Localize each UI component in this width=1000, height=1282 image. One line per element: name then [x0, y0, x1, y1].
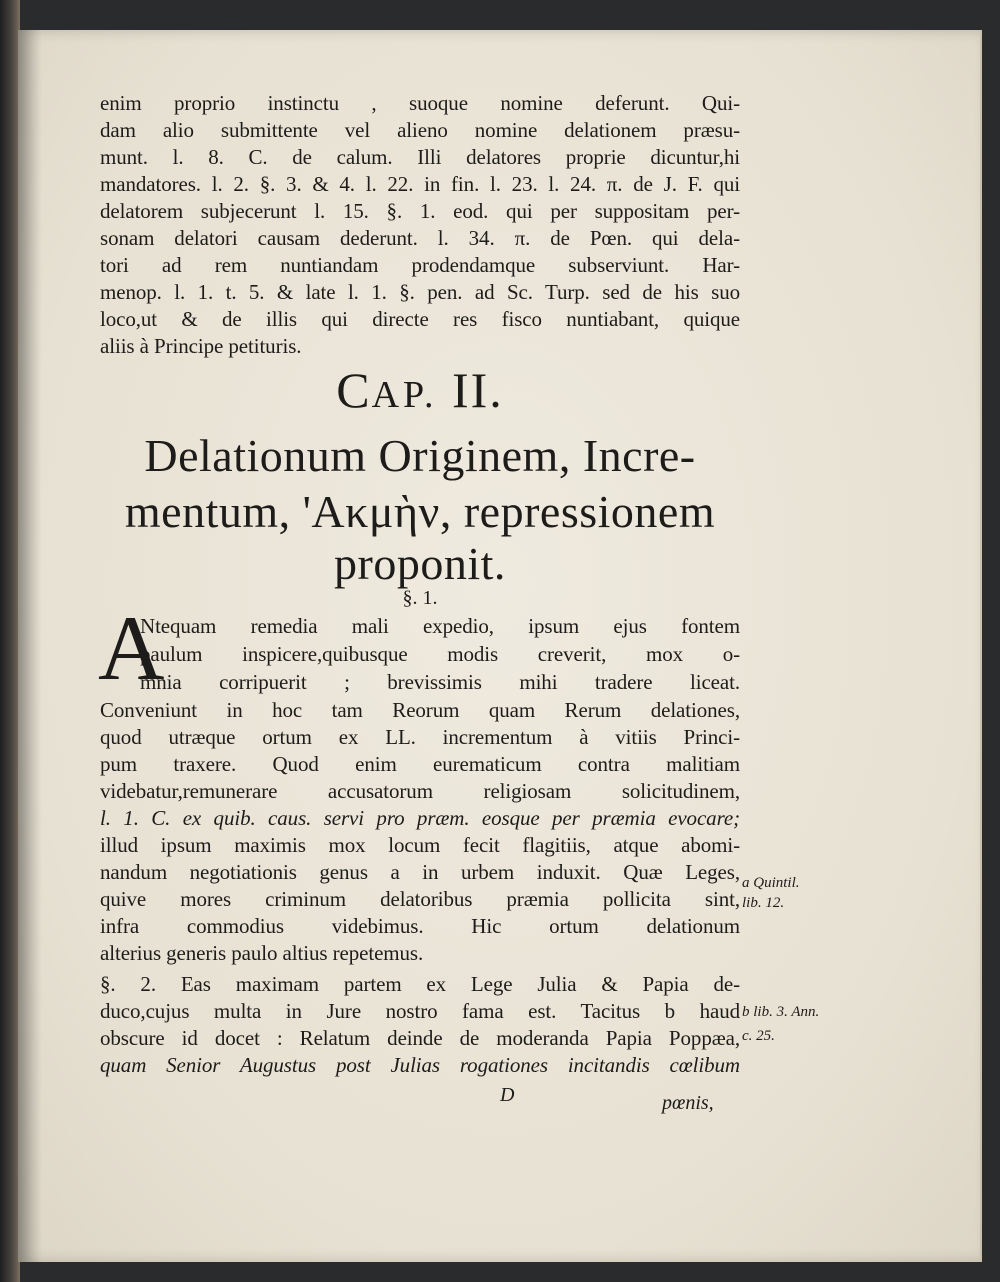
text-line: illud ipsum maximis mox locum fecit flagitiis, atque abomi- [100, 833, 740, 857]
text-line: nandum negotiationis genus a in urbem induxit. Quæ Leges, [100, 860, 740, 884]
text-line: dam alio submittente vel alieno nomine delationem præsu- [100, 118, 740, 142]
text-line: menop. l. 1. t. 5. & late l. 1. §. pen. ad Sc. Turp. sed de his suo [100, 280, 740, 304]
text-line: loco,ut & de illis qui directe res fisco nuntiabant, quique [100, 307, 740, 331]
text-line: duco,cujus multa in Jure nostro fama est. Tacitus b haud [100, 999, 740, 1023]
text-line: alterius generis paulo altius repetemus. [100, 941, 424, 965]
text-line: quod utræque ortum ex LL. incrementum à vitiis Princi- [100, 725, 740, 749]
gutter-shadow [18, 30, 42, 1262]
text-line: obscure id docet : Relatum deinde de moderanda Papia Poppæa, [100, 1026, 740, 1050]
catchword: pœnis, [662, 1092, 714, 1114]
margin-note-a: a Quintil. [742, 875, 800, 891]
cap-initial: C [336, 362, 372, 418]
text-line: mnia corripuerit ; brevissimis mihi tradere liceat. [140, 670, 740, 694]
chapter-heading [100, 360, 740, 425]
text-line: quam Senior Augustus post Julias rogationes incitandis cœlibum [100, 1053, 740, 1077]
cap-rest: AP. [371, 374, 438, 416]
text-line: aliis à Principe petituris. [100, 334, 302, 358]
text-line: delatorem subjecerunt l. 15. §. 1. eod. qui per suppositam per- [100, 199, 740, 223]
text-line: §. 2. Eas maximam partem ex Lege Julia & Papia de- [100, 972, 740, 996]
margin-note-b-ref: c. 25. [742, 1028, 775, 1044]
section-mark: §. 1. [402, 587, 438, 609]
text-line: mandatores. l. 2. §. 3. & 4. l. 22. in fin. l. 23. l. 24. π. de J. F. qui [100, 172, 740, 196]
text-line: munt. l. 8. C. de calum. Illi delatores proprie dicuntur,hi [100, 145, 740, 169]
chapter-title-line: mentum, 'Ακμὴν, repressionem [124, 486, 716, 537]
cap-number: II. [451, 362, 504, 418]
chapter-title-line: proponit. [334, 538, 506, 589]
text-line: videbatur,remunerare accusatorum religiosam solicitudinem, [100, 779, 740, 803]
signature-mark: D [500, 1084, 515, 1106]
text-line: enim proprio instinctu , suoque nomine deferunt. Qui- [100, 91, 740, 115]
book-binding [0, 0, 20, 1282]
chapter-title-line: Delationum Originem, Incre- [144, 430, 696, 481]
text-line: Conveniunt in hoc tam Reorum quam Rerum delationes, [100, 698, 740, 722]
text-line: sonam delatori causam dederunt. l. 34. π. de Pœn. qui dela- [100, 226, 740, 250]
text-line: pum traxere. Quod enim eurematicum contra malitiam [100, 752, 740, 776]
text-line: tori ad rem nuntiandam prodendamque subserviunt. Har- [100, 253, 740, 277]
text-line: Ntequam remedia mali expedio, ipsum ejus fontem [140, 614, 740, 638]
margin-note-b: b lib. 3. Ann. [742, 1004, 820, 1020]
text-line: quive mores criminum delatoribus præmia pollicita sint, [100, 887, 740, 911]
text-line: l. 1. C. ex quib. caus. servi pro præm. eosque per præmia evocare; [100, 806, 740, 830]
text-line: infra commodius videbimus. Hic ortum delationum [100, 914, 740, 938]
text-line: paulum inspicere,quibusque modis creverit, mox o- [140, 642, 740, 666]
drop-cap: A [98, 597, 165, 699]
margin-note-a-ref: lib. 12. [742, 895, 785, 911]
